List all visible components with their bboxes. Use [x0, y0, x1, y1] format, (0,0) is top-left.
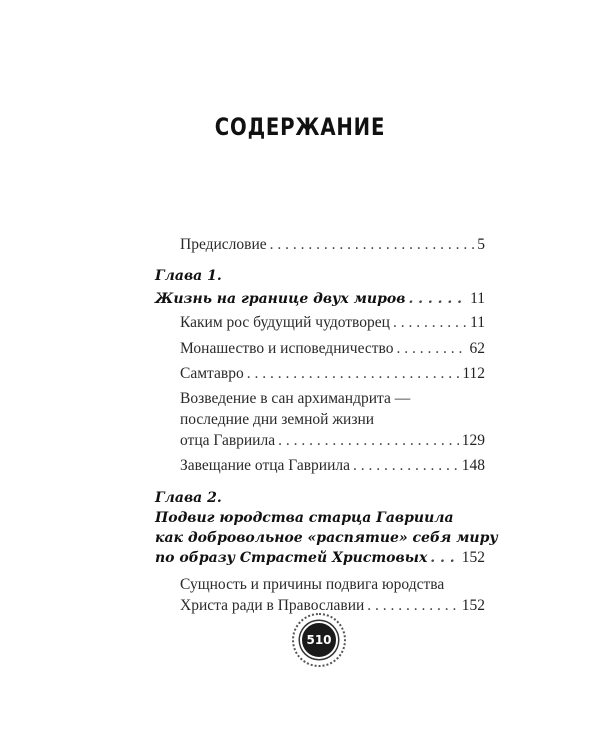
entry-title: Самтавро — [180, 365, 244, 382]
dot-leader — [247, 364, 460, 384]
entry-title-line: Сущность и причины подвига юродства — [180, 576, 445, 593]
toc-entry — [180, 431, 485, 451]
dot-leader — [278, 431, 459, 451]
entry-line — [180, 575, 485, 595]
page-title: СОДЕРЖАНИЕ — [214, 113, 386, 141]
chapter-title-line: Подвиг юродства старца Гавриила — [155, 510, 454, 526]
toc-entry — [180, 364, 485, 384]
page-number: 510 — [300, 621, 338, 659]
dot-leader — [367, 596, 458, 616]
entry-title: Завещание отца Гавриила — [180, 457, 351, 474]
chapter-title-line: как добровольное «распятие» себя миру — [155, 530, 498, 546]
toc-entry — [180, 313, 485, 333]
entry-page: 62 — [469, 340, 485, 357]
entry-title: отца Гавриила — [180, 432, 276, 449]
entry-line — [155, 528, 498, 548]
entry-page: 148 — [461, 457, 485, 474]
entry-page: 11 — [470, 314, 485, 331]
entry-page: 129 — [461, 432, 485, 449]
dot-leader — [430, 548, 458, 568]
entry-page: 152 — [461, 549, 485, 566]
chapter-label — [155, 266, 485, 286]
entry-title: Каким рос будущий чудотворец — [180, 314, 390, 331]
page-number-ornament — [292, 613, 346, 667]
entry-page: 152 — [461, 597, 485, 614]
chapter-title: по образу Страстей Христовых — [155, 550, 428, 566]
entry-page: 11 — [470, 290, 485, 307]
toc-entry — [180, 339, 485, 359]
toc-entry — [180, 596, 485, 616]
entry-line — [180, 410, 485, 430]
chapter-title: Жизнь на границе двух миров — [155, 291, 406, 307]
dot-leader — [353, 456, 459, 476]
entry-line — [180, 389, 485, 409]
entry-title-line: Возведение в сан архимандрита — — [180, 390, 411, 407]
entry-page: 112 — [462, 365, 485, 382]
toc-entry — [155, 548, 485, 568]
chapter-number: Глава 2. — [155, 490, 222, 506]
entry-page: 5 — [477, 236, 485, 253]
dot-leader — [270, 235, 475, 255]
toc-entry — [180, 456, 485, 476]
dot-leader — [393, 313, 467, 333]
dot-leader — [396, 339, 466, 359]
chapter-number: Глава 1. — [155, 268, 222, 284]
entry-title: Монашество и исповедничество — [180, 340, 394, 357]
toc-entry — [155, 289, 485, 309]
entry-title: Христа ради в Православии — [180, 597, 365, 614]
entry-title: Предисловие — [180, 236, 267, 253]
dot-leader — [408, 289, 467, 309]
entry-line — [155, 508, 485, 528]
chapter-label — [155, 488, 485, 508]
toc-entry — [180, 235, 485, 255]
entry-title-line: последние дни земной жизни — [180, 411, 375, 428]
